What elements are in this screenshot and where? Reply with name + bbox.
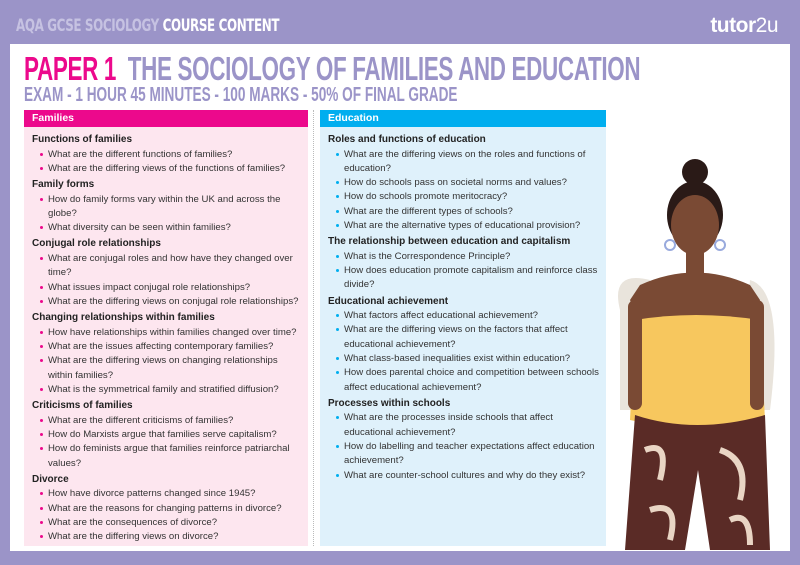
student-illustration bbox=[600, 150, 790, 550]
families-column bbox=[24, 110, 308, 546]
list-item: What issues impact conjugal role relationships? bbox=[32, 281, 308, 295]
list-item: What are the different types of schools? bbox=[328, 205, 606, 219]
question-list bbox=[32, 148, 308, 177]
list-item: How do schools promote meritocracy? bbox=[328, 190, 606, 204]
list-item: How have divorce patterns changed since 1945? bbox=[32, 487, 308, 501]
list-item: What are the differing views on the factors that affect educational achievement? bbox=[328, 323, 606, 352]
section-heading: Educational achievement bbox=[328, 295, 449, 307]
list-item: What are conjugal roles and how have they changed over time? bbox=[32, 252, 308, 281]
list-item: What class-based inequalities exist within education? bbox=[328, 352, 606, 366]
page-title bbox=[24, 50, 640, 88]
question-list bbox=[32, 193, 308, 236]
list-item: How do feminists argue that families reinforce patriarchal values? bbox=[32, 442, 308, 471]
list-item: What are the differing views on divorce? bbox=[32, 530, 308, 544]
tutor2u-logo: tutor2u bbox=[710, 14, 778, 37]
topic-label: THE SOCIOLOGY OF FAMILIES AND EDUCATION bbox=[127, 50, 641, 87]
section-heading: Roles and functions of education bbox=[328, 134, 486, 145]
question-list bbox=[32, 487, 308, 544]
list-item: What are the differing views on conjugal role relationships? bbox=[32, 295, 308, 309]
list-item: What are the different functions of families? bbox=[32, 148, 308, 162]
list-item: How do family forms vary within the UK and across the globe? bbox=[32, 193, 308, 222]
question-list bbox=[328, 309, 606, 395]
list-item: How does parental choice and competition between schools affect educational achievement? bbox=[328, 366, 606, 395]
list-item: What are the processes inside schools that affect educational achievement? bbox=[328, 411, 606, 440]
section-heading: The relationship between education and capitalism bbox=[328, 236, 571, 248]
paper-label: PAPER 1 bbox=[24, 50, 116, 87]
list-item: What diversity can be seen within families? bbox=[32, 221, 308, 235]
question-list bbox=[32, 326, 308, 397]
list-item: What is the symmetrical family and stratified diffusion? bbox=[32, 383, 308, 397]
list-item: What is the Correspondence Principle? bbox=[328, 250, 606, 264]
list-item: What factors affect educational achievement? bbox=[328, 309, 606, 323]
families-header: Families bbox=[24, 110, 308, 127]
list-item: How do schools pass on societal norms and values? bbox=[328, 176, 606, 190]
list-item: What are the different criticisms of families? bbox=[32, 414, 308, 428]
education-header: Education bbox=[320, 110, 606, 127]
column-divider bbox=[313, 110, 314, 546]
list-item: How do labelling and teacher expectations affect education achievement? bbox=[328, 440, 606, 469]
list-item: What are the differing views on changing relationships within families? bbox=[32, 354, 308, 383]
section-heading: Criticisms of families bbox=[32, 400, 133, 412]
question-list bbox=[32, 414, 308, 471]
list-item: What are the consequences of divorce? bbox=[32, 516, 308, 530]
course-label: COURSE CONTENT bbox=[162, 16, 280, 36]
list-item: How does education promote capitalism and reinforce class divide? bbox=[328, 264, 606, 293]
list-item: What are the reasons for changing patterns in divorce? bbox=[32, 502, 308, 516]
section-heading: Functions of families bbox=[32, 134, 133, 145]
section-heading: Changing relationships within families bbox=[32, 312, 215, 324]
question-list bbox=[328, 411, 606, 482]
section-heading: Processes within schools bbox=[328, 397, 451, 409]
list-item: What are the alternative types of educational provision? bbox=[328, 219, 606, 233]
question-list bbox=[328, 148, 606, 234]
list-item: How have relationships within families changed over time? bbox=[32, 326, 308, 340]
series-label: AQA GCSE SOCIOLOGY bbox=[16, 16, 159, 36]
question-list bbox=[32, 252, 308, 309]
list-item: What are counter-school cultures and why do they exist? bbox=[328, 469, 606, 483]
education-column bbox=[320, 110, 606, 546]
list-item: What are the differing views of the functions of families? bbox=[32, 162, 308, 176]
list-item: How do Marxists argue that families serve capitalism? bbox=[32, 428, 308, 442]
section-heading: Conjugal role relationships bbox=[32, 238, 161, 250]
list-item: What are the issues affecting contemporary families? bbox=[32, 340, 308, 354]
section-heading: Divorce bbox=[32, 473, 69, 485]
list-item: What are the differing views on the roles and functions of education? bbox=[328, 148, 606, 177]
header-title bbox=[16, 16, 279, 36]
section-heading: Family forms bbox=[32, 179, 95, 191]
question-list bbox=[328, 250, 606, 293]
exam-info: EXAM - 1 HOUR 45 MINUTES - 100 MARKS - 50% OF FINAL GRADE bbox=[24, 84, 458, 106]
